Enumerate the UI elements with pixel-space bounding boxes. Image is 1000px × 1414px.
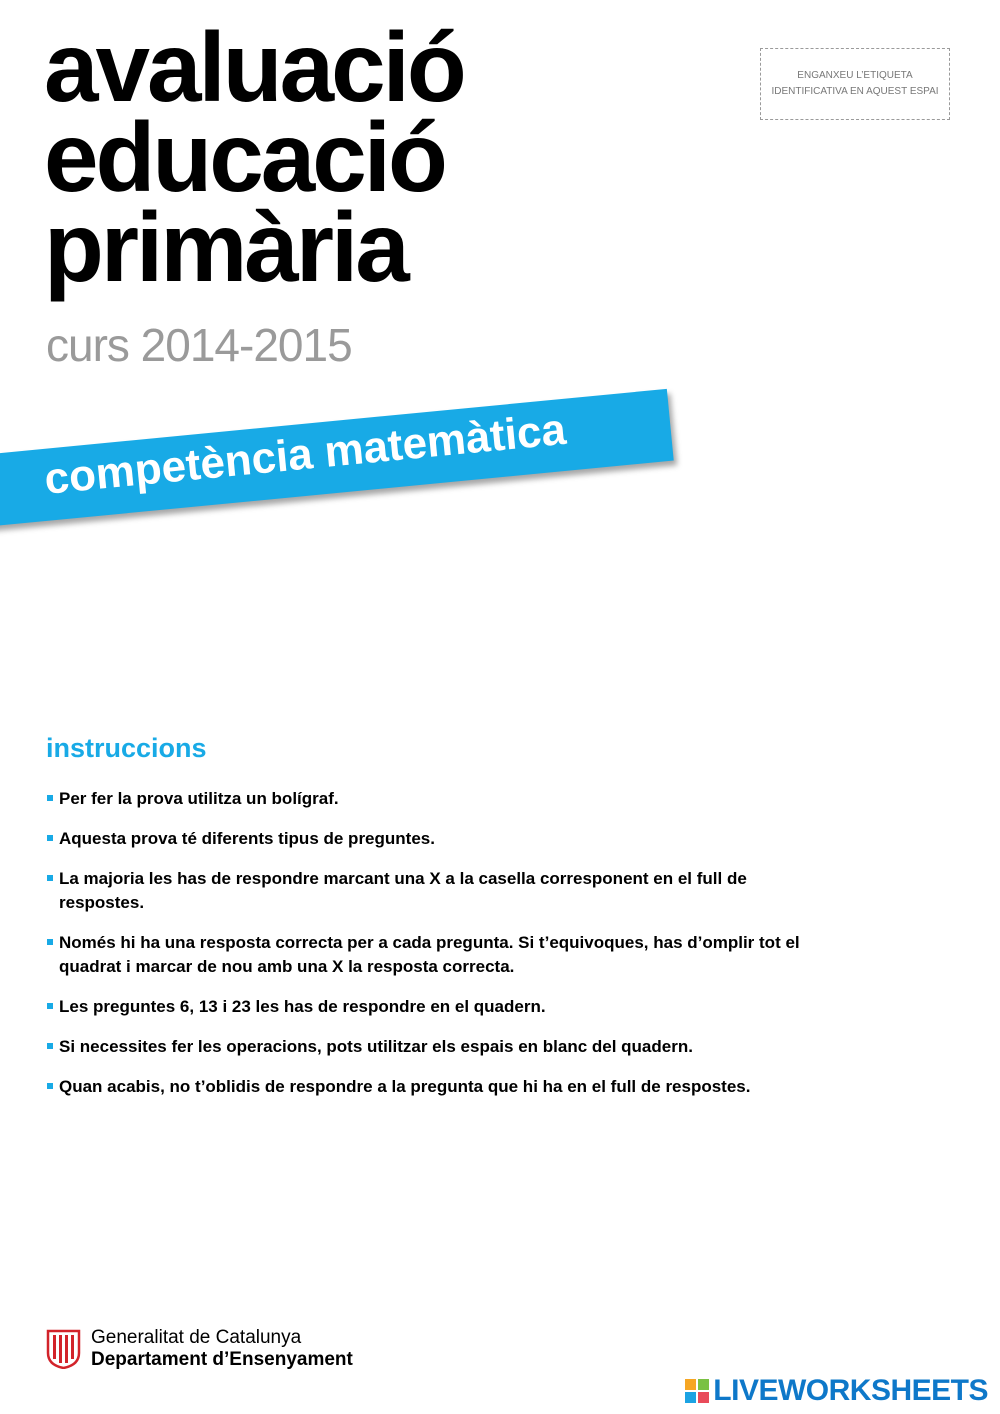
square-bullet-icon <box>47 1083 53 1089</box>
identification-label-area <box>760 48 950 120</box>
instruction-item <box>46 1075 826 1099</box>
square-bullet-icon <box>47 939 53 945</box>
course-year: curs 2014-2015 <box>46 319 352 371</box>
instruction-item <box>46 867 784 915</box>
instruction-item <box>46 787 826 811</box>
liveworksheets-text: LIVEWORKSHEETS <box>713 1374 988 1407</box>
square-bullet-icon <box>47 795 53 801</box>
generalitat-logo <box>46 1327 353 1371</box>
instruction-text: Si necessites fer les operacions, pots utilitzar els espais en blanc del quadern. <box>59 1037 693 1056</box>
label-box-line-2: IDENTIFICATIVA EN AQUEST ESPAI <box>771 86 939 97</box>
instructions-heading: instruccions <box>46 733 207 763</box>
government-name: Generalitat de Catalunya <box>91 1327 302 1348</box>
catalonia-seal-icon <box>46 1329 81 1369</box>
square-bullet-icon <box>47 875 53 881</box>
instruction-item <box>46 931 826 979</box>
generalitat-text <box>91 1327 353 1371</box>
instruction-text: Per fer la prova utilitza un bolígraf. <box>59 789 339 808</box>
label-box-line-1: ENGANXEU L’ETIQUETA <box>797 70 913 81</box>
subject-banner-text: competència matemàtica <box>42 404 568 504</box>
instruction-item <box>46 827 826 851</box>
instruction-text: Només hi ha una resposta correcta per a cada pregunta. Si t’equivoques, has d’omplir tot el quadrat i marcar de nou amb una X la resposta correcta. <box>59 933 800 976</box>
document-title <box>44 12 464 302</box>
square-bullet-icon <box>47 1043 53 1049</box>
square-bullet-icon <box>47 1003 53 1009</box>
square-bullet-icon <box>47 835 53 841</box>
instruction-item <box>46 1035 826 1059</box>
instruction-text: Quan acabis, no t’oblidis de respondre a la pregunta que hi ha en el full de respostes. <box>59 1077 751 1096</box>
liveworksheets-logo-icon <box>685 1379 709 1403</box>
title-line-1: avaluació <box>44 12 464 122</box>
title-line-2: educació <box>44 102 445 212</box>
instruction-text: La majoria les has de respondre marcant una X a la casella corresponent en el full de respostes. <box>59 869 747 912</box>
instruction-item <box>46 995 826 1019</box>
instructions-list <box>46 787 826 1115</box>
title-line-3: primària <box>44 192 407 302</box>
subject-banner <box>0 389 674 527</box>
instruction-text: Aquesta prova té diferents tipus de preguntes. <box>59 829 435 848</box>
instruction-text: Les preguntes 6, 13 i 23 les has de respondre en el quadern. <box>59 997 546 1016</box>
department-name: Departament d’Ensenyament <box>91 1349 353 1370</box>
liveworksheets-watermark <box>685 1374 988 1408</box>
